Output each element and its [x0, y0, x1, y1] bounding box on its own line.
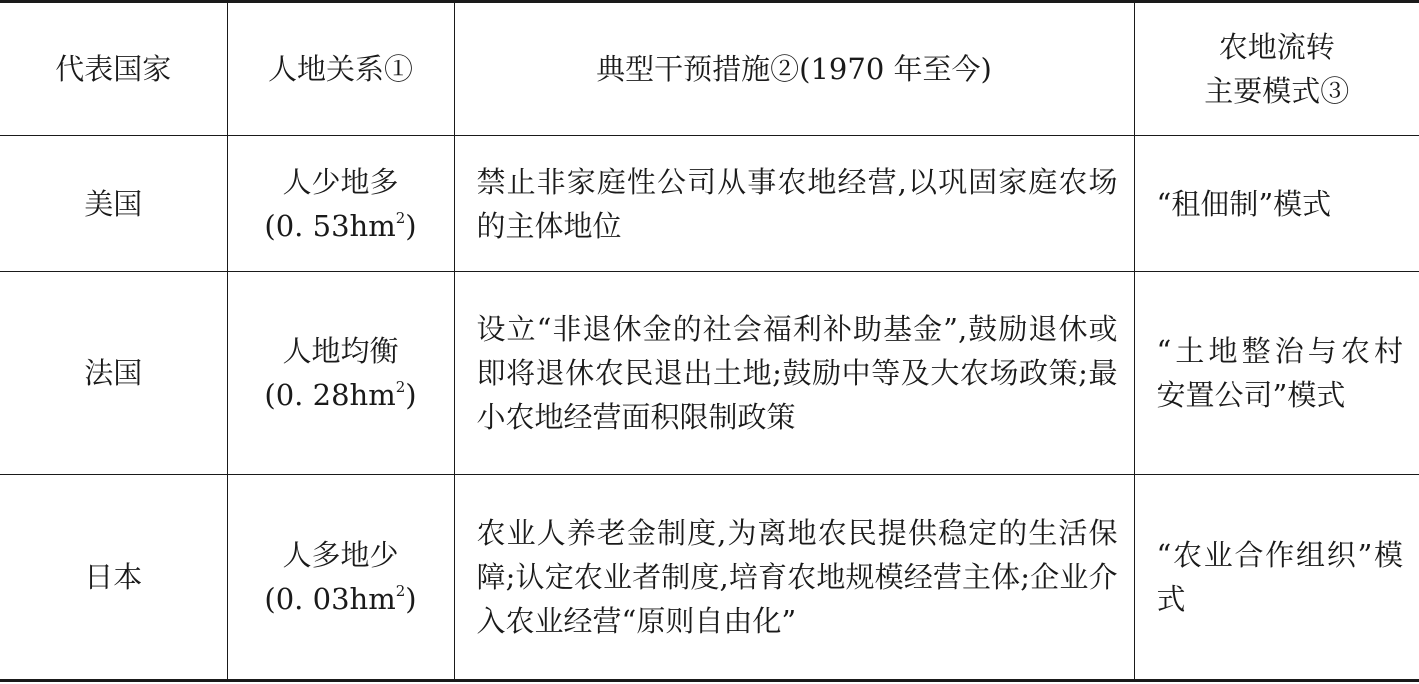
header-mode	[1134, 2, 1419, 136]
relation-text: 人多地少	[282, 538, 399, 572]
table-row-usa	[0, 136, 1419, 272]
country-cell: 日本	[0, 475, 227, 681]
header-relation: 人地关系①	[227, 2, 454, 136]
relation-text: 人少地多	[282, 164, 399, 199]
header-mode-line2: 主要模式③	[1204, 74, 1350, 108]
header-country: 代表国家	[0, 2, 227, 136]
header-measures: 典型干预措施②(1970 年至今)	[454, 2, 1134, 136]
per-capita-area: (0. $53hm^2$)	[264, 208, 417, 243]
table-row-france	[0, 272, 1419, 475]
relation-cell	[227, 475, 454, 681]
relation-text: 人地均衡	[282, 334, 399, 368]
relation-cell	[227, 136, 454, 272]
mode-cell: “土地整治与农村安置公司”模式	[1134, 272, 1419, 475]
table-row-japan	[0, 475, 1419, 681]
mode-cell: “农业合作组织”模式	[1134, 475, 1419, 681]
table-header-row	[0, 2, 1419, 136]
mode-cell: “租佃制”模式	[1134, 136, 1419, 272]
country-cell: 美国	[0, 136, 227, 272]
relation-cell	[227, 272, 454, 475]
per-capita-area: (0. $03hm^2$)	[264, 582, 417, 616]
country-cell: 法国	[0, 272, 227, 475]
measures-cell: 设立“非退休金的社会福利补助基金”,鼓励退休或即将退休农民退出土地;鼓励中等及大农场政策;最小农地经营面积限制政策	[454, 272, 1134, 475]
header-mode-line1: 农地流转	[1218, 30, 1335, 64]
measures-cell: 农业人养老金制度,为离地农民提供稳定的生活保障;认定农业者制度,培育农地规模经营主体;企业介入农业经营“原则自由化”	[454, 475, 1134, 681]
measures-cell: 禁止非家庭性公司从事农地经营,以巩固家庭农场的主体地位	[454, 136, 1134, 272]
per-capita-area: (0. $28hm^2$)	[264, 378, 417, 412]
